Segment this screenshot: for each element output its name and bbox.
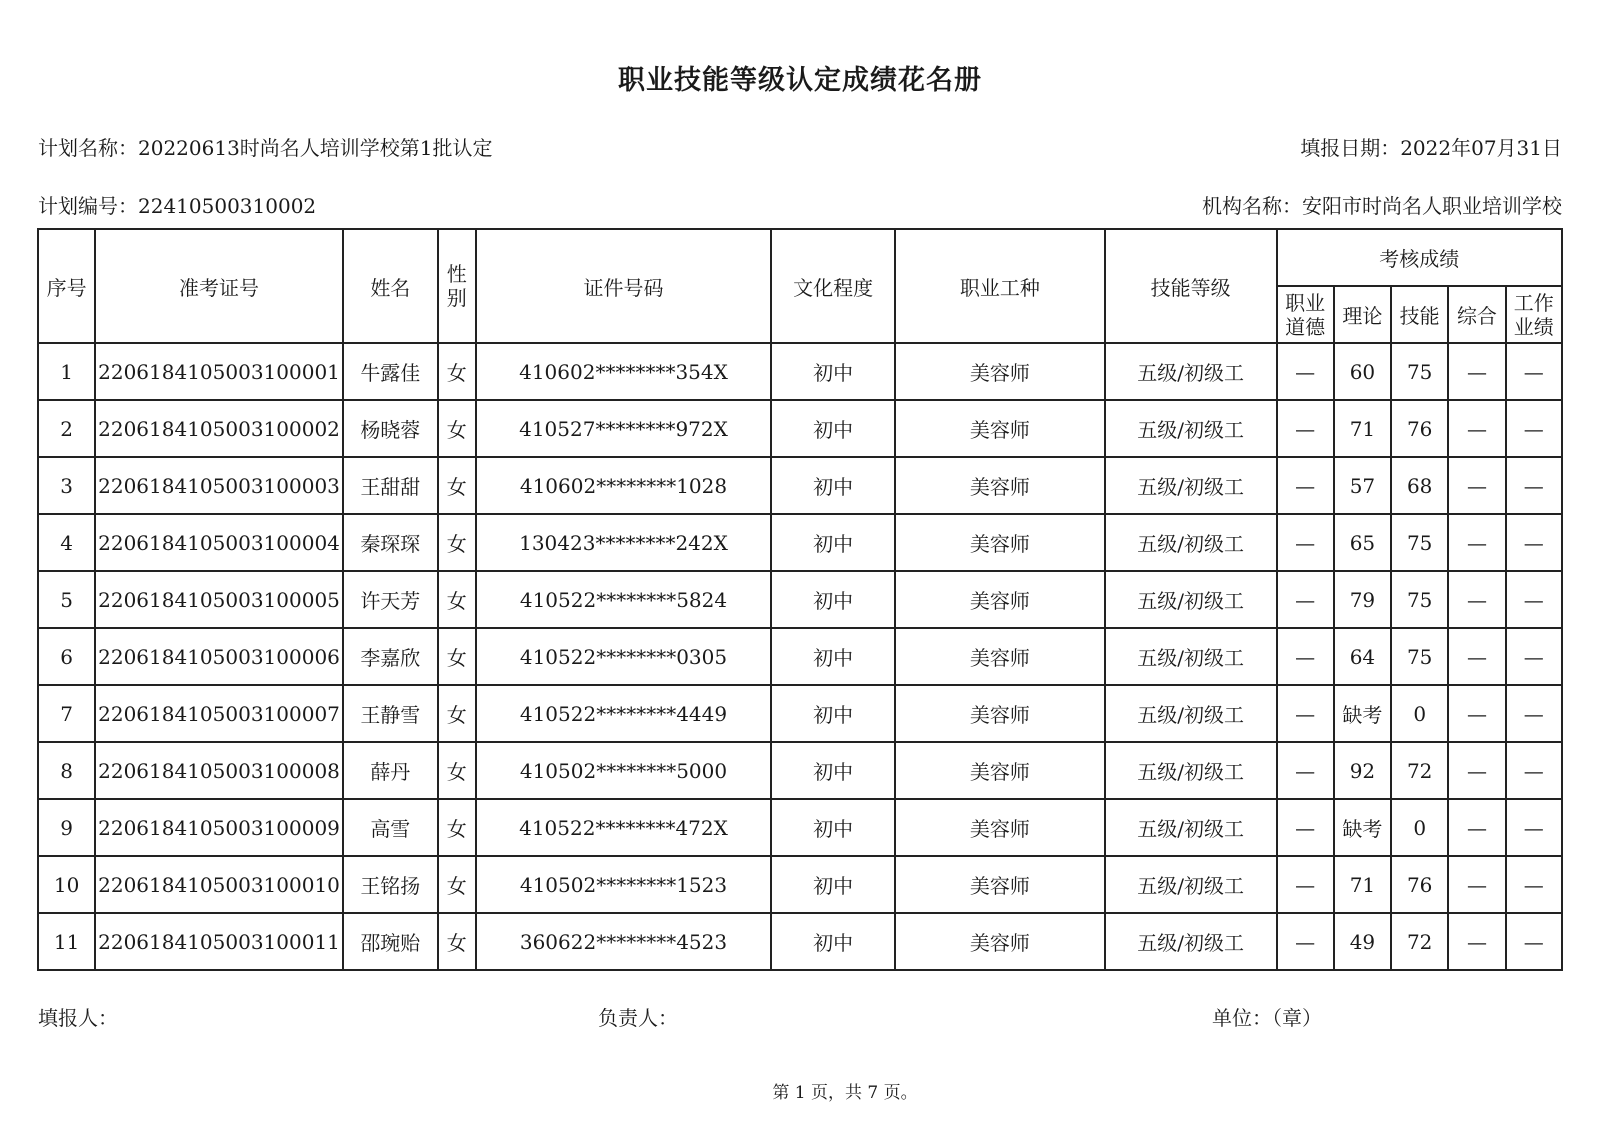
header-gender-line2: 别	[446, 286, 467, 310]
education-cell: 初中	[771, 400, 895, 457]
name-cell: 王铭扬	[343, 856, 438, 913]
overall-score-cell: —	[1448, 628, 1505, 685]
table-row	[38, 799, 1562, 856]
gender-cell: 女	[438, 913, 476, 970]
id-no-cell: 410522********0305	[476, 628, 772, 685]
gender-cell: 女	[438, 856, 476, 913]
occupation-cell: 美容师	[895, 742, 1105, 799]
organization-label: 机构名称：	[1202, 194, 1302, 218]
plan-number-label: 计划编号：	[38, 194, 138, 218]
table-row	[38, 685, 1562, 742]
exam-no-cell: 2206184105003100002	[95, 400, 343, 457]
theory-score-cell: 71	[1334, 856, 1391, 913]
id-no-cell: 410502********1523	[476, 856, 772, 913]
overall-score-cell: —	[1448, 685, 1505, 742]
occupation-cell: 美容师	[895, 856, 1105, 913]
education-cell: 初中	[771, 343, 895, 400]
seq-cell: 7	[38, 685, 95, 742]
name-cell: 高雪	[343, 799, 438, 856]
occupation-cell: 美容师	[895, 913, 1105, 970]
work-score-cell: —	[1506, 457, 1562, 514]
theory-score-cell: 92	[1334, 742, 1391, 799]
level-cell: 五级/初级工	[1105, 514, 1277, 571]
name-cell: 许天芳	[343, 571, 438, 628]
header-gender-line1: 性	[446, 262, 467, 286]
work-score-cell: —	[1506, 685, 1562, 742]
level-cell: 五级/初级工	[1105, 571, 1277, 628]
table-row	[38, 913, 1562, 970]
level-cell: 五级/初级工	[1105, 343, 1277, 400]
overall-score-cell: —	[1448, 400, 1505, 457]
overall-score-cell: —	[1448, 514, 1505, 571]
header-name: 姓名	[343, 229, 438, 343]
header-theory: 理论	[1334, 286, 1391, 343]
level-cell: 五级/初级工	[1105, 457, 1277, 514]
header-overall: 综合	[1448, 286, 1505, 343]
occupation-cell: 美容师	[895, 799, 1105, 856]
level-cell: 五级/初级工	[1105, 742, 1277, 799]
work-score-cell: —	[1506, 742, 1562, 799]
name-cell: 王静雪	[343, 685, 438, 742]
name-cell: 杨晓蓉	[343, 400, 438, 457]
gender-cell: 女	[438, 571, 476, 628]
id-no-cell: 410522********472X	[476, 799, 772, 856]
ethics-score-cell: —	[1277, 913, 1334, 970]
roster-body	[38, 343, 1562, 970]
plan-name-value: 20220613时尚名人培训学校第1批认定	[138, 136, 493, 160]
theory-score-cell: 65	[1334, 514, 1391, 571]
work-score-cell: —	[1506, 856, 1562, 913]
gender-cell: 女	[438, 742, 476, 799]
table-row	[38, 628, 1562, 685]
seq-cell: 8	[38, 742, 95, 799]
name-cell: 邵琬贻	[343, 913, 438, 970]
education-cell: 初中	[771, 685, 895, 742]
overall-score-cell: —	[1448, 457, 1505, 514]
work-score-cell: —	[1506, 343, 1562, 400]
report-date-value: 2022年07月31日	[1400, 136, 1562, 160]
level-cell: 五级/初级工	[1105, 856, 1277, 913]
page-indicator: 第 1 页，共 7 页。	[772, 1083, 918, 1103]
plan-number-value: 22410500310002	[138, 194, 317, 218]
gender-cell: 女	[438, 400, 476, 457]
education-cell: 初中	[771, 742, 895, 799]
exam-no-cell: 2206184105003100001	[95, 343, 343, 400]
theory-score-cell: 57	[1334, 457, 1391, 514]
overall-score-cell: —	[1448, 571, 1505, 628]
seq-cell: 9	[38, 799, 95, 856]
exam-no-cell: 2206184105003100009	[95, 799, 343, 856]
theory-score-cell: 60	[1334, 343, 1391, 400]
id-no-cell: 410502********5000	[476, 742, 772, 799]
table-row	[38, 514, 1562, 571]
header-ethics-line2: 道德	[1285, 314, 1326, 339]
skill-score-cell: 75	[1391, 571, 1448, 628]
id-no-cell: 360622********4523	[476, 913, 772, 970]
occupation-cell: 美容师	[895, 343, 1105, 400]
name-cell: 牛露佳	[343, 343, 438, 400]
gender-cell: 女	[438, 628, 476, 685]
id-no-cell: 410527********972X	[476, 400, 772, 457]
organization	[1202, 190, 1562, 219]
unit-seal-label: 单位：（章）	[1212, 1006, 1322, 1030]
skill-score-cell: 76	[1391, 400, 1448, 457]
exam-no-cell: 2206184105003100004	[95, 514, 343, 571]
theory-score-cell: 79	[1334, 571, 1391, 628]
education-cell: 初中	[771, 913, 895, 970]
name-cell: 王甜甜	[343, 457, 438, 514]
overall-score-cell: —	[1448, 343, 1505, 400]
overall-score-cell: —	[1448, 799, 1505, 856]
education-cell: 初中	[771, 799, 895, 856]
header-work	[1506, 286, 1562, 343]
id-no-cell: 410522********4449	[476, 685, 772, 742]
name-cell: 李嘉欣	[343, 628, 438, 685]
gender-cell: 女	[438, 514, 476, 571]
skill-score-cell: 76	[1391, 856, 1448, 913]
skill-score-cell: 68	[1391, 457, 1448, 514]
id-no-cell: 410602********1028	[476, 457, 772, 514]
header-education: 文化程度	[771, 229, 895, 343]
occupation-cell: 美容师	[895, 628, 1105, 685]
skill-score-cell: 72	[1391, 742, 1448, 799]
name-cell: 薛丹	[343, 742, 438, 799]
page-title: 职业技能等级认定成绩花名册	[618, 65, 982, 96]
id-no-cell: 410602********354X	[476, 343, 772, 400]
education-cell: 初中	[771, 628, 895, 685]
header-skill: 技能	[1391, 286, 1448, 343]
skill-score-cell: 0	[1391, 685, 1448, 742]
gender-cell: 女	[438, 799, 476, 856]
exam-no-cell: 2206184105003100003	[95, 457, 343, 514]
gender-cell: 女	[438, 685, 476, 742]
organization-value: 安阳市时尚名人职业培训学校	[1302, 194, 1562, 218]
header-exam-no: 准考证号	[95, 229, 343, 343]
plan-number	[38, 190, 316, 219]
education-cell: 初中	[771, 514, 895, 571]
ethics-score-cell: —	[1277, 628, 1334, 685]
ethics-score-cell: —	[1277, 856, 1334, 913]
level-cell: 五级/初级工	[1105, 799, 1277, 856]
ethics-score-cell: —	[1277, 457, 1334, 514]
header-work-line1: 工作	[1513, 290, 1554, 315]
theory-score-cell: 缺考	[1334, 799, 1391, 856]
exam-no-cell: 2206184105003100007	[95, 685, 343, 742]
header-scores-group: 考核成绩	[1277, 229, 1562, 286]
table-row	[38, 856, 1562, 913]
ethics-score-cell: —	[1277, 343, 1334, 400]
seq-cell: 4	[38, 514, 95, 571]
level-cell: 五级/初级工	[1105, 628, 1277, 685]
occupation-cell: 美容师	[895, 514, 1105, 571]
table-row	[38, 457, 1562, 514]
work-score-cell: —	[1506, 628, 1562, 685]
overall-score-cell: —	[1448, 742, 1505, 799]
skill-score-cell: 72	[1391, 913, 1448, 970]
plan-name-label: 计划名称：	[38, 136, 138, 160]
ethics-score-cell: —	[1277, 514, 1334, 571]
seq-cell: 2	[38, 400, 95, 457]
work-score-cell: —	[1506, 913, 1562, 970]
level-cell: 五级/初级工	[1105, 400, 1277, 457]
seq-cell: 1	[38, 343, 95, 400]
ethics-score-cell: —	[1277, 400, 1334, 457]
table-row	[38, 400, 1562, 457]
work-score-cell: —	[1506, 400, 1562, 457]
seq-cell: 6	[38, 628, 95, 685]
work-score-cell: —	[1506, 571, 1562, 628]
header-ethics	[1277, 286, 1334, 343]
report-date	[1300, 132, 1562, 161]
work-score-cell: —	[1506, 514, 1562, 571]
filler-label: 填报人：	[38, 1006, 118, 1030]
work-score-cell: —	[1506, 799, 1562, 856]
level-cell: 五级/初级工	[1105, 913, 1277, 970]
occupation-cell: 美容师	[895, 685, 1105, 742]
occupation-cell: 美容师	[895, 571, 1105, 628]
header-work-line2: 业绩	[1513, 314, 1554, 339]
theory-score-cell: 缺考	[1334, 685, 1391, 742]
exam-no-cell: 2206184105003100008	[95, 742, 343, 799]
seq-cell: 10	[38, 856, 95, 913]
exam-no-cell: 2206184105003100005	[95, 571, 343, 628]
overall-score-cell: —	[1448, 856, 1505, 913]
id-no-cell: 410522********5824	[476, 571, 772, 628]
theory-score-cell: 71	[1334, 400, 1391, 457]
occupation-cell: 美容师	[895, 400, 1105, 457]
header-gender	[438, 229, 476, 343]
header-level: 技能等级	[1105, 229, 1277, 343]
education-cell: 初中	[771, 457, 895, 514]
skill-score-cell: 75	[1391, 628, 1448, 685]
level-cell: 五级/初级工	[1105, 685, 1277, 742]
education-cell: 初中	[771, 856, 895, 913]
exam-no-cell: 2206184105003100006	[95, 628, 343, 685]
education-cell: 初中	[771, 571, 895, 628]
header-ethics-line1: 职业	[1285, 290, 1326, 315]
report-date-label: 填报日期：	[1300, 136, 1401, 160]
gender-cell: 女	[438, 343, 476, 400]
theory-score-cell: 64	[1334, 628, 1391, 685]
seq-cell: 3	[38, 457, 95, 514]
name-cell: 秦琛琛	[343, 514, 438, 571]
theory-score-cell: 49	[1334, 913, 1391, 970]
occupation-cell: 美容师	[895, 457, 1105, 514]
ethics-score-cell: —	[1277, 799, 1334, 856]
table-row	[38, 742, 1562, 799]
table-row	[38, 343, 1562, 400]
manager-label: 负责人：	[598, 1006, 678, 1030]
exam-no-cell: 2206184105003100010	[95, 856, 343, 913]
plan-name	[38, 132, 493, 161]
seq-cell: 11	[38, 913, 95, 970]
ethics-score-cell: —	[1277, 685, 1334, 742]
header-id-no: 证件号码	[476, 229, 772, 343]
ethics-score-cell: —	[1277, 742, 1334, 799]
header-occupation: 职业工种	[895, 229, 1105, 343]
ethics-score-cell: —	[1277, 571, 1334, 628]
header-seq: 序号	[38, 229, 95, 343]
skill-score-cell: 75	[1391, 514, 1448, 571]
score-roster-table	[37, 228, 1563, 971]
gender-cell: 女	[438, 457, 476, 514]
seq-cell: 5	[38, 571, 95, 628]
overall-score-cell: —	[1448, 913, 1505, 970]
exam-no-cell: 2206184105003100011	[95, 913, 343, 970]
id-no-cell: 130423********242X	[476, 514, 772, 571]
skill-score-cell: 75	[1391, 343, 1448, 400]
skill-score-cell: 0	[1391, 799, 1448, 856]
table-row	[38, 571, 1562, 628]
